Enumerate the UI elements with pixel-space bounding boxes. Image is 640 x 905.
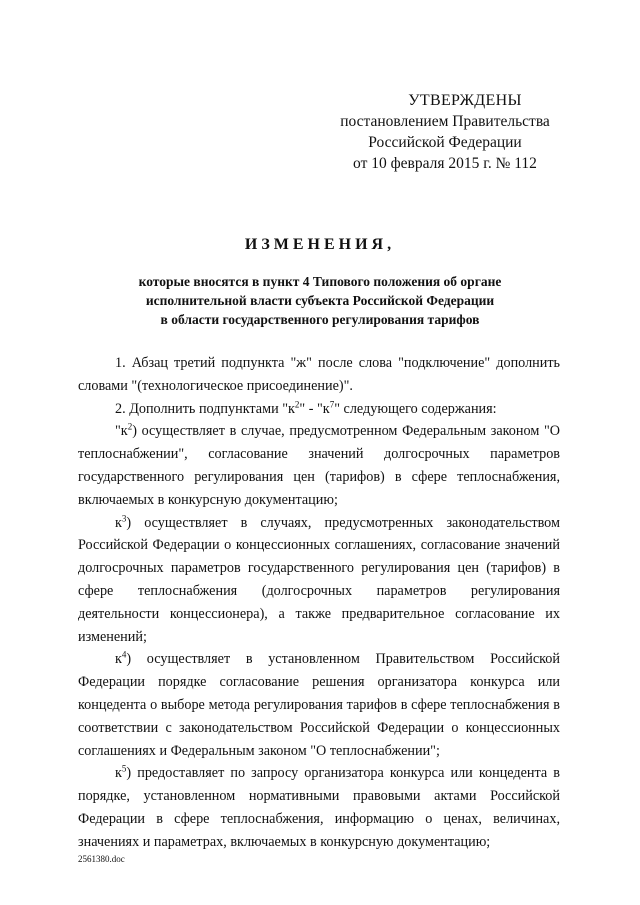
- title-line-3: в области государственного регулирования тарифов: [160, 312, 480, 327]
- document-title: [80, 236, 560, 329]
- approval-line-3: от 10 февраля 2015 г. № 112: [353, 155, 537, 172]
- p4-text-a: к: [115, 514, 122, 531]
- p6-superscript: 5: [121, 763, 127, 774]
- p3-superscript: 2: [127, 421, 133, 432]
- title-line-1: которые вносятся в пункт 4 Типового положения об органе: [138, 274, 502, 289]
- title-main: ИЗМЕНЕНИЯ,: [244, 236, 396, 253]
- approval-line-1: постановлением Правительства: [340, 113, 550, 130]
- approval-heading: УТВЕРЖДЕНЫ: [408, 92, 522, 109]
- approval-block: [330, 90, 560, 174]
- p5-text-a: к: [115, 651, 122, 668]
- paragraph-6: [78, 762, 560, 853]
- p2-text-b: " - "к: [299, 400, 330, 417]
- p2-text-c: " следующего содержания:: [334, 400, 497, 417]
- paragraph-5: [78, 648, 560, 762]
- p6-text-a: к: [115, 765, 122, 782]
- p6-text-b: ) предоставляет по запросу организатора конкурса или концедента в порядке, установленном нормативными правовыми актами Российской Федерации в сфере теплоснабжения, информацию о ценах, величинах, значениях и параметрах, включаемых в конкурсную документацию;: [78, 765, 560, 850]
- p2-text-a: 2. Дополнить подпунктами "к: [115, 400, 295, 417]
- p4-text-b: ) осуществляет в случаях, предусмотренных законодательством Российской Федерации о концессионных соглашениях, согласование значений долгосрочных параметров государственного регулирования цен (тарифов) в сфере теплоснабжения (долгосрочных параметров регулирования деятельности концессионера), а также предварительное согласование их изменений;: [78, 514, 560, 645]
- title-line-2: исполнительной власти субъекта Российской Федерации: [145, 293, 495, 308]
- p4-superscript: 3: [121, 512, 127, 523]
- document-body: [78, 352, 560, 854]
- p5-text-b: ) осуществляет в установленном Правительством Российской Федерации порядке согласование решения организатора конкурса или концедента о выборе метода регулирования тарифов в сфере теплоснабжения в соответствии с законодательством Российской Федерации о концессионных соглашениях и Федеральным законом "О теплоснабжении";: [78, 651, 560, 759]
- p2-superscript-1: 2: [294, 398, 300, 409]
- file-name-footer: 2561380.doc: [78, 854, 125, 864]
- approval-line-2: Российской Федерации: [368, 134, 522, 151]
- paragraph-2: [78, 398, 560, 421]
- p3-text-b: ) осуществляет в случае, предусмотренном Федеральным законом "О теплоснабжении", согласование значений долгосрочных параметров государственного регулирования цен (тарифов) в сфере теплоснабжения, включаемых в конкурсную документацию;: [78, 423, 560, 508]
- p5-superscript: 4: [121, 649, 127, 660]
- paragraph-1: 1. Абзац третий подпункта "ж" после слова "подключение" дополнить словами "(технологическое присоединение)".: [78, 355, 560, 394]
- p2-superscript-2: 7: [329, 398, 335, 409]
- p3-text-a: "к: [115, 423, 128, 440]
- paragraph-4: [78, 512, 560, 649]
- paragraph-3: [78, 420, 560, 511]
